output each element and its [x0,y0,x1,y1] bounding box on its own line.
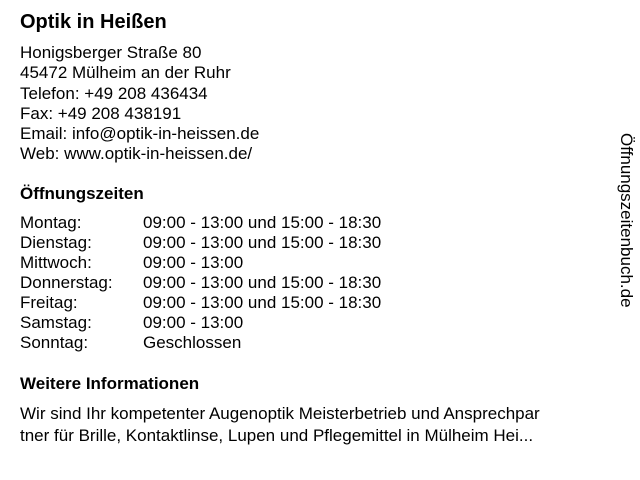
day-label: Dienstag: [20,233,92,252]
day-label: Samstag: [20,313,92,332]
website-address: Web: www.optik-in-heissen.de/ [20,144,253,164]
time-value: 09:00 - 13:00 [143,313,244,332]
site-watermark: Öffnungszeitenbuch.de [617,133,636,308]
time-value: 09:00 - 13:00 und 15:00 - 18:30 [143,213,382,232]
time-value: Geschlossen [143,333,242,352]
further-info-line: tner für Brille, Kontaktlinse, Lupen und Pflegemittel in Mülheim Hei... [20,426,534,445]
opening-hours-heading: Öffnungszeiten [20,184,144,203]
day-label: Mittwoch: [20,253,92,272]
street-address: Honigsberger Straße 80 [20,43,202,62]
day-label: Montag: [20,213,82,232]
day-label: Sonntag: [20,333,89,352]
day-label: Freitag: [20,293,78,312]
time-value: 09:00 - 13:00 und 15:00 - 18:30 [143,293,382,312]
further-info-line: Wir sind Ihr kompetenter Augenoptik Meisterbetrieb und Ansprechpar [20,404,540,423]
contact-block [20,43,259,165]
phone-number: Telefon: +49 208 436434 [20,83,208,103]
time-value: 09:00 - 13:00 und 15:00 - 18:30 [143,233,382,252]
further-info-heading: Weitere Informationen [20,374,200,393]
fax-number: Fax: +49 208 438191 [20,103,182,123]
further-info-text [20,403,620,447]
day-label: Donnerstag: [20,273,113,292]
time-value: 09:00 - 13:00 und 15:00 - 18:30 [143,273,382,292]
time-value: 09:00 - 13:00 [143,253,244,272]
email-address: Email: info@optik-in-heissen.de [20,124,260,144]
business-name: Optik in Heißen [20,11,167,33]
city-postcode: 45472 Mülheim an der Ruhr [20,63,231,83]
